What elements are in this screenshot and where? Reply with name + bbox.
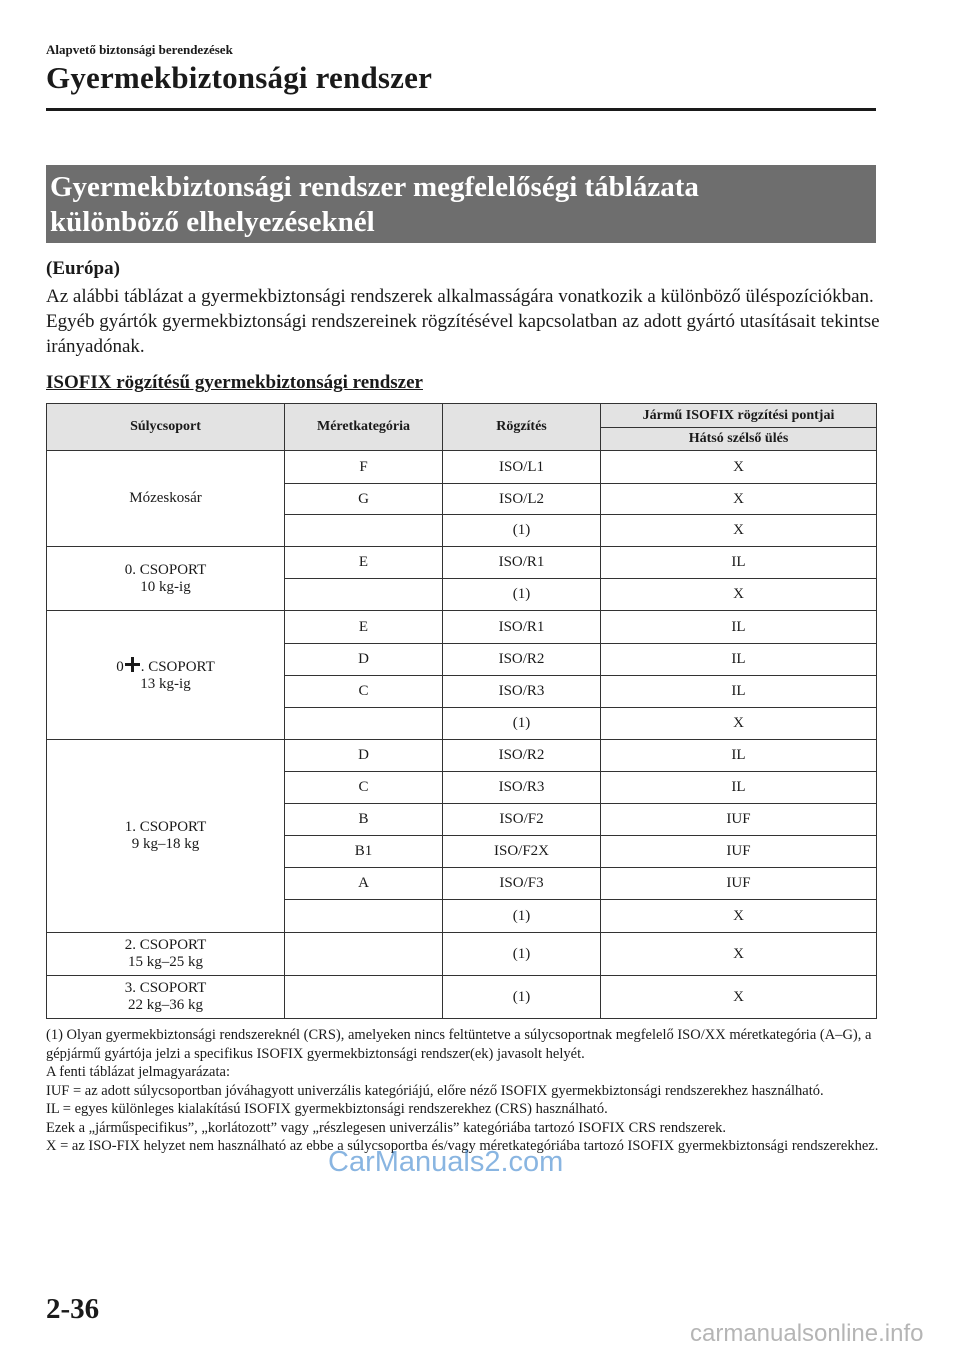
fixture-cell: ISO/R3 [443, 772, 601, 804]
header-weight-group: Súlycsoport [47, 404, 285, 451]
size-cell: E [285, 611, 443, 644]
size-cell: F [285, 451, 443, 484]
footnotes [46, 1026, 881, 1156]
region-label: (Európa) [46, 258, 120, 279]
group-weight: 15 kg–25 kg [128, 954, 203, 970]
header-fixture: Rögzítés [443, 404, 601, 451]
value-cell: IUF [601, 868, 877, 900]
section-title-line1: Gyermekbiztonsági rendszer megfelelőségi táblázata [50, 171, 699, 203]
group-name: 0. CSOPORT [124, 561, 207, 578]
value-cell: X [601, 484, 877, 515]
value-cell: IL [601, 772, 877, 804]
value-cell: IL [601, 547, 877, 579]
plus-icon [125, 657, 140, 672]
watermark-middle: CarManuals2.com [328, 1146, 564, 1178]
title-divider [46, 108, 876, 111]
fixture-cell: ISO/R1 [443, 547, 601, 579]
legend-il: IL = egyes különleges kialakítású ISOFIX gyermekbiztonsági rendszerekhez (CRS) használható. [46, 1101, 608, 1117]
value-cell: X [601, 708, 877, 740]
breadcrumb: Alapvető biztonsági berendezések [46, 42, 233, 57]
group-weight: 22 kg–36 kg [128, 997, 203, 1013]
fixture-cell: ISO/F2 [443, 804, 601, 836]
size-cell: D [285, 740, 443, 772]
group-cell-2 [47, 933, 285, 976]
fixture-cell: ISO/F2X [443, 836, 601, 868]
fixture-cell: ISO/L2 [443, 484, 601, 515]
fixture-cell: ISO/R1 [443, 611, 601, 644]
fixture-cell: (1) [443, 515, 601, 547]
size-cell [285, 708, 443, 740]
size-cell: A [285, 868, 443, 900]
size-cell [285, 900, 443, 933]
footnote-1: (1) Olyan gyermekbiztonsági rendszereknél (CRS), amelyeken nincs feltüntetve a súlycsoportnak megfelelő ISO/XX méretkategória (A–G), a gépjármű gyártója jelzi a specifikus ISOFIX gyermekbiztonsági rendszer(ek) javasolt helyét. [46, 1027, 872, 1062]
header-size-class: Méretkategória [285, 404, 443, 451]
size-cell [285, 933, 443, 976]
intro-paragraph: Az alábbi táblázat a gyermekbiztonsági rendszerek alkalmasságára vonatkozik a különböző üléspozíciókban. Egyéb gyártók gyermekbiztonsági rendszereinek rögzítésével kapcsolatban az adott gyártó utasításait tekintse irányadónak. [46, 286, 880, 357]
watermark-bottom: carmanualsonline.info [690, 1320, 924, 1347]
value-cell: X [601, 579, 877, 611]
table-subheading: ISOFIX rögzítésű gyermekbiztonsági rendszer [46, 372, 423, 393]
group-weight: 9 kg–18 kg [131, 836, 200, 852]
size-cell: G [285, 484, 443, 515]
value-cell: IL [601, 644, 877, 676]
group-name: 3. CSOPORT [124, 980, 207, 996]
size-cell [285, 579, 443, 611]
size-cell: D [285, 644, 443, 676]
legend-title: A fenti táblázat jelmagyarázata: [46, 1064, 230, 1080]
fixture-cell: (1) [443, 900, 601, 933]
fixture-cell: ISO/F3 [443, 868, 601, 900]
fixture-cell: (1) [443, 976, 601, 1019]
group-cell-1 [47, 740, 285, 933]
fixture-cell: ISO/R3 [443, 676, 601, 708]
fixture-cell: ISO/R2 [443, 740, 601, 772]
table-row [47, 547, 877, 579]
legend-x: X = az ISO-FIX helyzet nem használható az ebbe a súlycsoportba és/vagy méretkategóriába tartozó ISOFIX gyermekbiztonsági rendszerekhez. [46, 1138, 879, 1154]
size-cell: C [285, 676, 443, 708]
value-cell: X [601, 451, 877, 484]
group-weight: 10 kg-ig [140, 578, 191, 595]
value-cell: IUF [601, 804, 877, 836]
group-name: 1. CSOPORT [124, 819, 207, 835]
group-name: . CSOPORT [140, 659, 215, 675]
value-cell: IL [601, 676, 877, 708]
table-row [47, 976, 877, 1019]
size-cell: C [285, 772, 443, 804]
header-vehicle-isofix: Jármű ISOFIX rögzítési pontjai [601, 404, 877, 428]
group-weight: 13 kg-ig [140, 676, 191, 692]
fixture-cell: (1) [443, 708, 601, 740]
size-cell [285, 515, 443, 547]
value-cell: IUF [601, 836, 877, 868]
size-cell: E [285, 547, 443, 579]
table-header-row [47, 404, 877, 428]
value-cell: X [601, 976, 877, 1019]
size-cell: B [285, 804, 443, 836]
isofix-compatibility-table [46, 403, 877, 1019]
value-cell: X [601, 900, 877, 933]
page-number: 2-36 [46, 1293, 100, 1325]
group-prefix: 0 [116, 659, 124, 675]
group-cell-0-plus [47, 611, 285, 740]
size-cell [285, 976, 443, 1019]
fixture-cell: ISO/L1 [443, 451, 601, 484]
size-cell: B1 [285, 836, 443, 868]
table-row [47, 451, 877, 484]
fixture-cell: ISO/R2 [443, 644, 601, 676]
legend-il-detail: Ezek a „járműspecifikus”, „korlátozott” vagy „részlegesen univerzális” kategóriába tartozó ISOFIX CRS rendszerek. [46, 1119, 727, 1136]
section-banner [46, 165, 876, 243]
section-title-line2: különböző elhelyezéseknél [50, 206, 375, 238]
fixture-cell: (1) [443, 579, 601, 611]
page-title: Gyermekbiztonsági rendszer [46, 60, 433, 95]
value-cell: IL [601, 740, 877, 772]
legend-iuf: IUF = az adott súlycsoportban jóváhagyott univerzális kategóriájú, előre néző ISOFIX gyermekbiztonsági rendszerekhez használható. [46, 1082, 824, 1099]
group-cell-0 [47, 547, 285, 611]
table-row [47, 611, 877, 644]
value-cell: X [601, 515, 877, 547]
group-name: 2. CSOPORT [124, 937, 207, 953]
group-name: Mózeskosár [129, 490, 202, 506]
group-cell-3 [47, 976, 285, 1019]
header-rear-outboard: Hátsó szélső ülés [601, 428, 877, 451]
fixture-cell: (1) [443, 933, 601, 976]
value-cell: X [601, 933, 877, 976]
value-cell: IL [601, 611, 877, 644]
table-row [47, 740, 877, 772]
table-row [47, 933, 877, 976]
group-cell-bassinet [47, 451, 285, 547]
